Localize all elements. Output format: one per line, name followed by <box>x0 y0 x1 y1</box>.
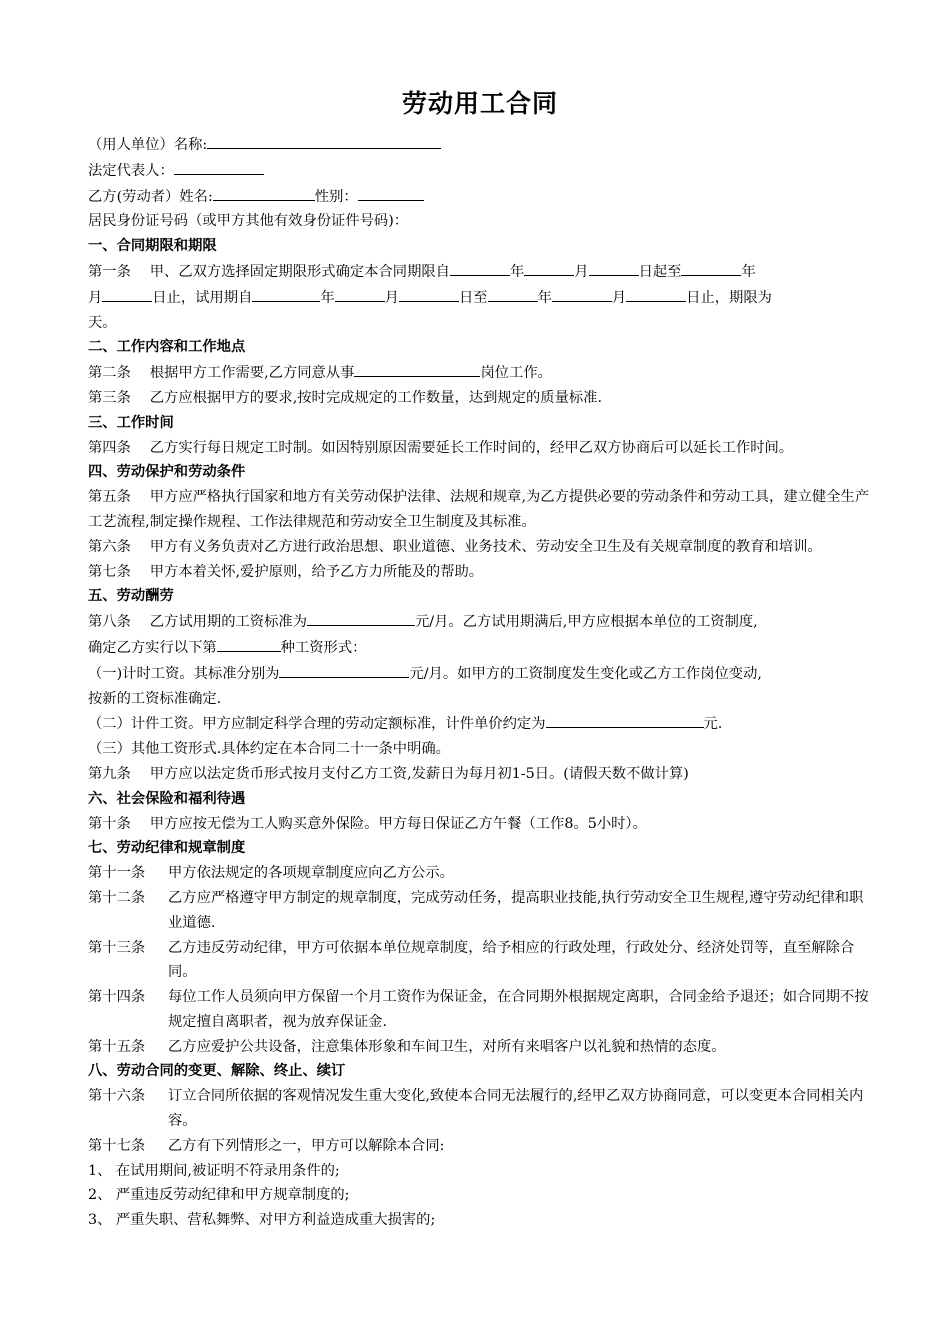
start-month-field[interactable] <box>524 259 574 276</box>
from-label: 日起至 <box>638 263 682 280</box>
article-label: 第十五条 <box>88 1038 146 1055</box>
section-heading: 三、工作时间 <box>88 414 174 431</box>
article-2-tail: 岗位工作。 <box>480 365 552 382</box>
month-label: 月 <box>574 263 589 280</box>
time-wage-text: （一)计时工资。其标准分别为 <box>88 665 280 682</box>
year-label: 年 <box>537 289 552 306</box>
end-year-field[interactable] <box>681 259 741 276</box>
legal-rep-label: 法定代表人： <box>88 162 174 179</box>
article-10: 第十条 甲方应按无偿为工人购买意外保险。甲方每日保证乙方午餐（工作8。5小时）。 <box>88 815 647 832</box>
article-text: 乙方应严格遵守甲方制定的规章制度，完成劳动任务，提高职业技能,执行劳动安全卫生规程,遵守劳动纪律和职业道德. <box>168 889 864 931</box>
employee-name-label: 乙方(劳动者）姓名: <box>88 188 213 205</box>
piece-rate-field[interactable] <box>546 711 704 728</box>
time-wage-line-2: 按新的工资标准确定. <box>88 690 222 707</box>
article-16 <box>88 1084 872 1134</box>
month-label: 月 <box>384 289 399 306</box>
article-1-line-1 <box>88 259 872 285</box>
start-year-field[interactable] <box>450 259 510 276</box>
employee-line <box>88 184 872 210</box>
article-label: 第十七条 <box>88 1137 146 1154</box>
list-item: 3、 严重失职、营私舞弊、对甲方利益造成重大损害的; <box>88 1212 436 1229</box>
wage-form-field[interactable] <box>217 635 281 652</box>
article-11 <box>88 861 872 886</box>
trial-start-month-field[interactable] <box>335 285 385 302</box>
trial-end-year-field[interactable] <box>488 285 538 302</box>
piece-wage-line <box>88 711 872 737</box>
section-heading: 六、社会保险和福利待遇 <box>88 790 246 807</box>
wage-form-tail: 种工资形式： <box>280 639 367 656</box>
id-number-line: 居民身份证号码（或甲方其他有效身份证件号码)： <box>88 213 409 230</box>
period-label: 日止，期限为 <box>686 289 772 306</box>
article-9: 第九条 甲方应以法定货币形式按月支付乙方工资,发薪日为每月初1-5日。(请假天数不做计算) <box>88 765 689 782</box>
trial-wage-field[interactable] <box>307 609 415 626</box>
article-8-tail: 元/月。乙方试用期满后,甲方应根据本单位的工资制度, <box>415 614 758 631</box>
article-17 <box>88 1134 872 1159</box>
article-7: 第七条 甲方本着关怀,爱护原则，给予乙方力所能及的帮助。 <box>88 563 484 580</box>
employer-name-label: （用人单位）名称: <box>88 137 208 153</box>
time-wage-field[interactable] <box>279 661 409 678</box>
list-item: 1、 在试用期间,被证明不符录用条件的; <box>88 1162 340 1179</box>
article-5: 第五条 甲方应严格执行国家和地方有关劳动保护法律、法规和规章,为乙方提供必要的劳动条件和劳动工具，建立健全生产工艺流程,制定操作规程、工作法律规范和劳动安全卫生制度及其标准。 <box>88 489 870 530</box>
article-6: 第六条 甲方有义务负责对乙方进行政治思想、职业道德、业务技术、劳动安全卫生及有关规章制度的教育和培训。 <box>88 538 822 555</box>
article-label: 第十三条 <box>88 939 146 956</box>
employer-name-field[interactable] <box>207 132 441 149</box>
article-12 <box>88 886 872 936</box>
section-heading: 二、工作内容和工作地点 <box>88 339 246 356</box>
article-14 <box>88 985 872 1035</box>
article-text: 乙方有下列情形之一，甲方可以解除本合同: <box>168 1137 445 1154</box>
article-text: 订立合同所依据的客观情况发生重大变化,致使本合同无法履行的,经甲乙双方协商同意，可以变更本合同相关内容。 <box>168 1088 864 1130</box>
gender-label: 性别： <box>314 188 358 205</box>
employee-name-field[interactable] <box>213 184 315 201</box>
document-title: 劳动用工合同 <box>401 89 558 118</box>
trial-end-month-field[interactable] <box>552 285 612 302</box>
time-wage-line-1 <box>88 661 872 687</box>
month-label: 月 <box>88 289 103 306</box>
employer-name-line <box>88 132 872 158</box>
piece-wage-tail: 元. <box>703 716 723 733</box>
section-heading: 一、合同期限和期限 <box>88 238 217 255</box>
article-3: 第三条 乙方应根据甲方的要求,按时完成规定的工作数量，达到规定的质量标准. <box>88 389 603 406</box>
other-wage-line: （三）其他工资形式.具体约定在本合同二十一条中明确。 <box>88 741 450 758</box>
section-heading: 八、劳动合同的变更、解除、终止、续订 <box>88 1063 346 1080</box>
piece-wage-text: （二）计件工资。甲方应制定科学合理的劳动定额标准，计件单价约定为 <box>88 716 546 733</box>
legal-rep-field[interactable] <box>174 158 264 175</box>
article-text: 甲方依法规定的各项规章制度应向乙方公示。 <box>168 865 454 882</box>
article-8-text: 第八条 乙方试用期的工资标准为 <box>88 614 307 631</box>
to-label: 日至 <box>458 289 488 306</box>
wage-form-label: 确定乙方实行以下第 <box>88 639 217 656</box>
section-heading: 七、劳动纪律和规章制度 <box>88 840 246 857</box>
article-2 <box>88 360 872 386</box>
article-15 <box>88 1035 872 1060</box>
section-heading: 五、劳动酬劳 <box>88 588 174 605</box>
end-month-field[interactable] <box>102 285 152 302</box>
section-heading: 四、劳动保护和劳动条件 <box>88 464 246 481</box>
trial-label: 日止，试用期自 <box>152 289 253 306</box>
contract-page <box>88 84 872 1233</box>
article-8-line-2 <box>88 635 872 661</box>
article-text: 每位工作人员须向甲方保留一个月工资作为保证金，在合同期外根据规定离职，合同金给予退还；如合同期不按规定擅自离职者，视为放弃保证金. <box>168 989 869 1030</box>
gender-field[interactable] <box>358 184 424 201</box>
year-label: 年 <box>320 289 335 306</box>
article-label: 第十六条 <box>88 1088 146 1105</box>
trial-start-year-field[interactable] <box>252 285 320 302</box>
position-field[interactable] <box>354 360 480 377</box>
time-wage-tail: 元/月。如甲方的工资制度发生变化或乙方工作岗位变动, <box>409 665 762 682</box>
article-text: 乙方应爱护公共设备，注意集体形象和车间卫生，对所有来唱客户以礼貌和热情的态度。 <box>168 1038 726 1055</box>
legal-rep-line <box>88 158 872 184</box>
article-13 <box>88 936 872 986</box>
article-1-line-3: 天。 <box>88 314 117 331</box>
article-label: 第十二条 <box>88 889 146 906</box>
trial-end-day-field[interactable] <box>626 285 686 302</box>
article-label: 第十一条 <box>88 865 146 882</box>
trial-start-day-field[interactable] <box>399 285 459 302</box>
article-4: 第四条 乙方实行每日规定工时制。如因特别原因需要延长工作时间的，经甲乙双方协商后可以延长工作时间。 <box>88 439 794 456</box>
article-1-text: 第一条 甲、乙双方选择固定期限形式确定本合同期限自 <box>88 263 450 280</box>
article-1-line-2 <box>88 285 872 311</box>
article-text: 乙方违反劳动纪律，甲方可依据本单位规章制度，给予相应的行政处理，行政处分、经济处罚等，直至解除合同。 <box>168 939 855 981</box>
start-day-field[interactable] <box>589 259 639 276</box>
year-label: 年 <box>741 263 756 280</box>
month-label: 月 <box>611 289 627 306</box>
article-label: 第十四条 <box>88 989 146 1006</box>
article-8-line-1 <box>88 609 872 635</box>
list-item: 2、 严重违反劳动纪律和甲方规章制度的; <box>88 1187 350 1204</box>
year-label: 年 <box>509 263 525 280</box>
article-2-text: 第二条 根据甲方工作需要,乙方同意从事 <box>88 365 355 382</box>
